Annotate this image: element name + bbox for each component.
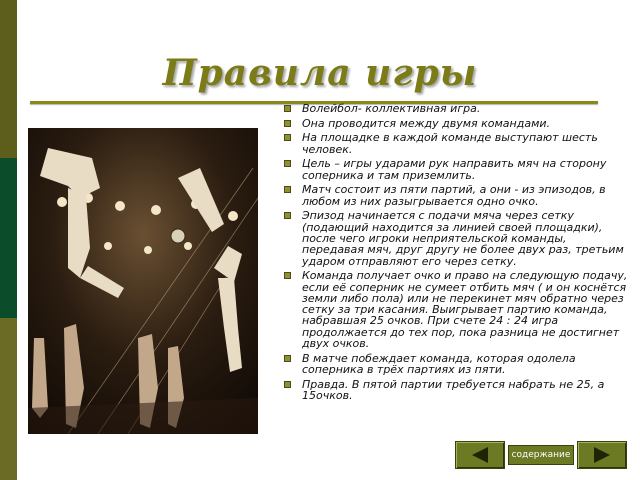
arrow-right-icon: [592, 447, 612, 463]
bullet-square-icon: [284, 134, 291, 141]
bullet-square-icon: [284, 272, 291, 279]
list-item-text: На площадке в каждой команде выступают шесть человек.: [302, 131, 598, 156]
bullet-square-icon: [284, 160, 291, 167]
list-item-text: Волейбол- коллективная игра.: [302, 102, 481, 115]
list-item: [284, 210, 629, 266]
list-item-text: Матч состоит из пяти партий, а они - из эпизодов, в любом из них разыгрывается одно очко.: [302, 183, 606, 208]
list-item: [284, 353, 629, 376]
list-item-text: Цель – игры ударами рук направить мяч на сторону соперника и там приземлить.: [302, 157, 607, 182]
bullet-square-icon: [284, 105, 291, 112]
list-item: [284, 103, 629, 114]
side-bar-lower-band: [0, 318, 17, 480]
bullet-square-icon: [284, 381, 291, 388]
next-slide-button[interactable]: [577, 441, 627, 469]
list-item-text: В матче побеждает команда, которая одолела соперника в трёх партиях из пяти.: [302, 351, 576, 376]
list-item: [284, 118, 629, 129]
list-item: [284, 158, 629, 181]
bullet-square-icon: [284, 212, 291, 219]
arrow-left-icon: [470, 447, 490, 463]
volleyball-photo: [28, 128, 258, 434]
list-item-text: Правда. В пятой партии требуется набрать не 25, а 15очков.: [302, 377, 605, 402]
rules-list: [284, 103, 629, 405]
bullet-square-icon: [284, 186, 291, 193]
previous-slide-button[interactable]: [455, 441, 505, 469]
contents-button[interactable]: содержание: [508, 445, 574, 465]
list-item-text: Команда получает очко и право на следующую подачу, если её соперник не сумеет отбить мяч ( и он коснётся земли либо пола) или не перекинет мяч обратно через сетку за три касания. Выигрывает партию команда, набравшая 25 очков. При счете 24 : 24 игра продолжается до тех пор, пока разница не достигнет двух очков.: [302, 269, 628, 350]
slide-title: Правила игры: [162, 52, 478, 94]
bullet-square-icon: [284, 355, 291, 362]
list-item-text: Она проводится между двумя командами.: [302, 116, 551, 130]
list-item: [284, 270, 629, 349]
list-item: [284, 379, 629, 402]
bullet-square-icon: [284, 120, 291, 127]
side-bar-green-band: [0, 158, 17, 318]
list-item-text: Эпизод начинается с подачи мяча через сетку (подающий находится за линией своей площадки), после чего игроки неприятельской команды, передавая мяч, друг другу не более двух раз, третьим ударом отправляют его через сетку.: [302, 209, 624, 268]
list-item: [284, 184, 629, 207]
list-item: [284, 132, 629, 155]
side-bar: [0, 0, 17, 480]
